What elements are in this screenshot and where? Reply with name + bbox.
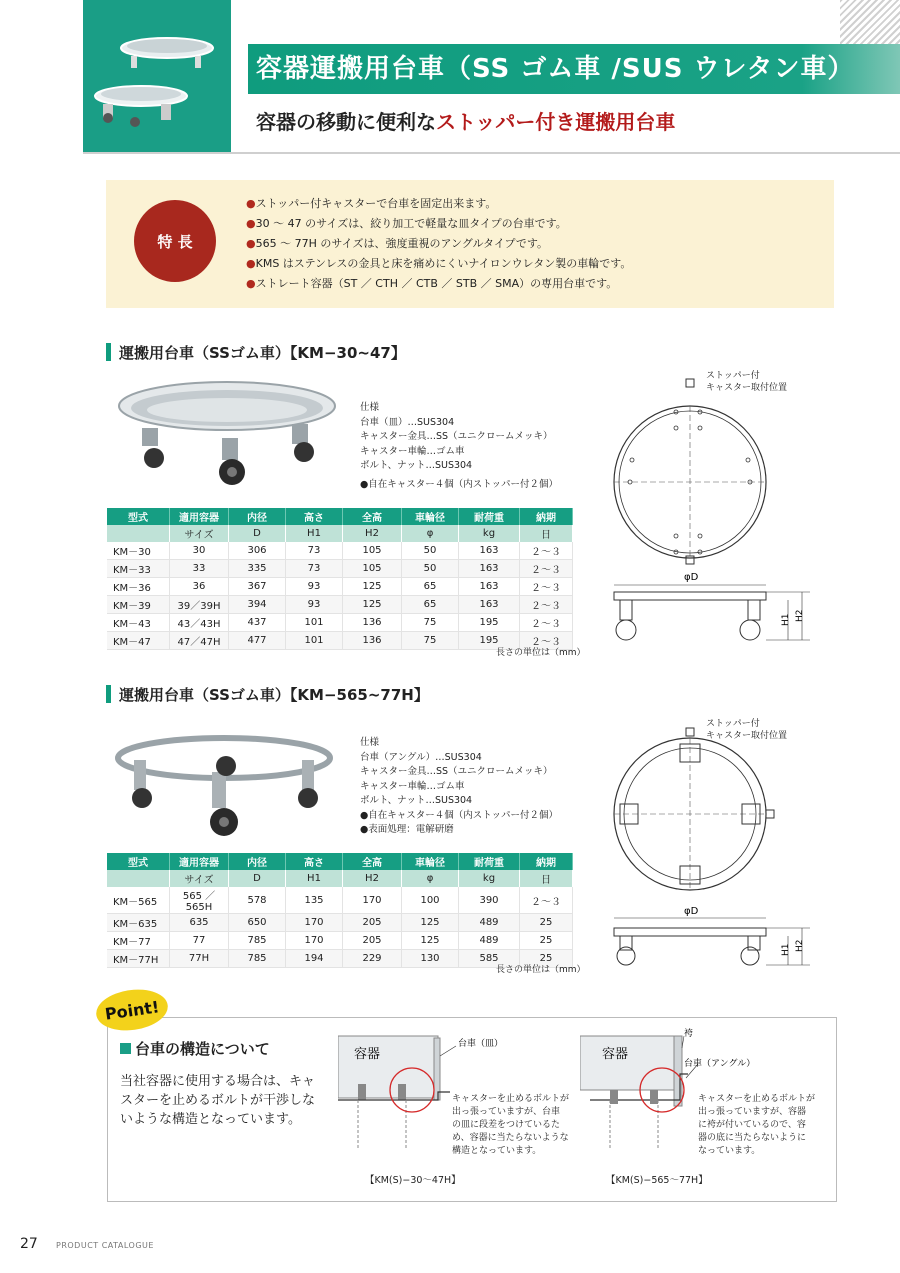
table-cell: 75 [402,614,459,632]
table-cell: 306 [229,542,286,560]
table-cell: 43／43H [170,614,229,632]
table-cell: 125 [343,578,402,596]
table-cell: ２～３ [520,578,573,596]
spec-line: ●自在キャスター４個（内ストッパー付２個） [360,478,559,490]
table-cell: ２～３ [520,887,573,914]
table-cell: 50 [402,560,459,578]
table-cell: 47／47H [170,632,229,650]
table-cell: KM－39 [107,596,170,614]
table-cell: 65 [402,596,459,614]
table-cell: 437 [229,614,286,632]
table-cell: 25 [520,914,573,932]
table-cell: 130 [402,950,459,968]
section2-unit-note: 長さの単位は（mm） [496,965,586,975]
section1-heading: 運搬用台車（SSゴム車）【KM−30~47】 [106,342,406,363]
table-cell: 93 [286,596,343,614]
table-cell: 65 [402,578,459,596]
header-product-image [83,0,231,152]
spec-line: ボルト、ナット…SUS304 [360,460,473,471]
table-cell: KM－565 [107,887,170,914]
table-cell: ２～３ [520,596,573,614]
table-cell: 477 [229,632,286,650]
table-cell: 33 [170,560,229,578]
table-cell: 195 [459,614,520,632]
table-cell: KM－30 [107,542,170,560]
table-cell: 785 [229,932,286,950]
table-cell: 73 [286,560,343,578]
table-cell: 101 [286,632,343,650]
table-cell: 585 [459,950,520,968]
spec-line: ●表面処理：電解研磨 [360,824,454,835]
section1-diagram-label: ストッパー付 キャスター取付位置 [706,371,788,393]
table-cell: 489 [459,932,520,950]
point-badge: Point! [94,985,171,1035]
table-cell: 163 [459,560,520,578]
table-cell: 205 [343,914,402,932]
page-subtitle: 容器の移動に便利なストッパー付き運搬用台車 [256,110,676,134]
point-body: 当社容器に使用する場合は、キャスターを止めるボルトが干渉しないような構造となっています。 [120,1074,316,1127]
table-cell: 565 ／ 565H [170,887,229,914]
feature-item: ●KMS はステンレスの金具と床を痛めにくいナイロンウレタン製の車輪です。 [246,257,632,270]
table-cell: 650 [229,914,286,932]
spec-line: キャスター車輪…ゴム車 [360,780,465,792]
table-row [107,542,573,560]
table-cell: 77H [170,950,229,968]
point-right-caption: 【KM(S)−565〜77H】 [606,1175,708,1186]
table-cell: 77 [170,932,229,950]
table-cell: 73 [286,542,343,560]
table-row [107,914,573,932]
table-row [107,578,573,596]
table-cell: 785 [229,950,286,968]
table-cell: 367 [229,578,286,596]
table-cell: 578 [229,887,286,914]
table-cell: 30 [170,542,229,560]
table-cell: KM－33 [107,560,170,578]
diagram-h1-label: H1 [781,943,791,956]
table-cell: 390 [459,887,520,914]
diagram-h1-label: H1 [781,613,791,626]
table-cell: 125 [402,932,459,950]
table-cell: 101 [286,614,343,632]
table-cell: 75 [402,632,459,650]
section2-diagram [600,724,840,974]
feature-item: ●30 ～ 47 のサイズは、絞り加工で軽量な皿タイプの台車です。 [246,217,567,230]
spec-line: ●自在キャスター４個（内ストッパー付２個） [360,809,559,821]
table-cell: 170 [286,932,343,950]
table-row [107,596,573,614]
table-cell: KM－43 [107,614,170,632]
table-cell: 136 [343,614,402,632]
table-cell: 135 [286,887,343,914]
table-cell: 394 [229,596,286,614]
point-left-caption: 【KM(S)−30〜47H】 [365,1175,461,1186]
angle-label: 台車（アングル） [684,1059,756,1069]
table-cell: KM－77H [107,950,170,968]
page-title: 容器運搬用台車（SS ゴム車 /SUS ウレタン車） [256,54,855,84]
catalogue-label: PRODUCT CATALOGUE [56,1241,154,1250]
section2-heading: 運搬用台車（SSゴム車）【KM−565~77H】 [106,684,429,705]
table-cell: 163 [459,542,520,560]
table-cell: 125 [343,596,402,614]
table-row [107,560,573,578]
table-cell: ２～３ [520,614,573,632]
container-label: 容器 [602,1047,629,1062]
table-cell: 170 [286,914,343,932]
section2-product-photo [112,730,342,850]
table-header-row: 型式 適用容器 内径 高さ 全高 車輪径 耐荷重 納期 [107,853,573,870]
table-cell: 229 [343,950,402,968]
section1-product-photo [112,376,342,496]
table-cell: 105 [343,542,402,560]
table-cell: KM－635 [107,914,170,932]
table-cell: 50 [402,542,459,560]
spec-line: 台車（アングル）…SUS304 [360,751,482,763]
skirt-label: 袴 [684,1029,694,1039]
header-divider [83,152,900,154]
spec-line: キャスター車輪…ゴム車 [360,445,465,457]
feature-item: ●565 ～ 77H のサイズは、強度重視のアングルタイプです。 [246,237,548,250]
table-cell: 125 [402,914,459,932]
table-cell: 163 [459,578,520,596]
table-cell: 93 [286,578,343,596]
section1-diagram [600,368,840,668]
section1-spec [360,401,558,492]
table-cell: 195 [459,632,520,650]
section1-table [107,508,573,650]
diagram-h2-label: H2 [795,939,805,952]
table-cell: KM－47 [107,632,170,650]
table-cell: 105 [343,560,402,578]
section1-unit-note: 長さの単位は（mm） [496,648,586,658]
table-cell: 36 [170,578,229,596]
feature-item: ●ストッパー付キャスターで台車を固定出来ます。 [246,197,497,210]
table-row [107,932,573,950]
spec-line: キャスター金具…SS（ユニクロームメッキ） [360,766,553,777]
table-cell: 335 [229,560,286,578]
diagram-h2-label: H2 [795,609,805,622]
table-cell: 489 [459,914,520,932]
table-cell: ２～３ [520,542,573,560]
table-subheader-row: サイズ D H1 H2 φ kg 日 [107,870,573,887]
point-left-note: キャスターを止めるボルトが 出っ張っていますが、台車 の皿に段差をつけているた め、容器に当たらないような 構造となっています。 [452,1094,570,1156]
spec-title: 仕様 [360,402,380,413]
table-cell: 100 [402,887,459,914]
table-cell: ２～３ [520,632,573,650]
spec-line: キャスター金具…SS（ユニクロームメッキ） [360,431,553,442]
table-header-row: 型式 適用容器 内径 高さ 全高 車輪径 耐荷重 納期 [107,508,573,525]
table-cell: KM－36 [107,578,170,596]
tray-label: 台車（皿） [458,1039,504,1049]
section2-diagram-label: ストッパー付 キャスター取付位置 [706,719,788,741]
table-cell: KM－77 [107,932,170,950]
section2-spec [360,736,558,838]
table-cell: ２～３ [520,560,573,578]
spec-title: 仕様 [360,737,380,748]
section2-table [107,853,573,968]
features-list [246,194,631,294]
spec-line: 台車（皿）…SUS304 [360,416,455,428]
feature-item: ●ストレート容器（ST ／ CTH ／ CTB ／ STB ／ SMA）の専用台車です。 [246,277,618,290]
table-cell: 25 [520,932,573,950]
diagram-phi-label: φD [684,572,699,583]
container-label: 容器 [354,1047,381,1062]
table-cell: 635 [170,914,229,932]
table-cell: 205 [343,932,402,950]
table-cell: 163 [459,596,520,614]
features-badge: 特 長 [134,200,216,282]
table-cell: 39／39H [170,596,229,614]
table-row [107,614,573,632]
diagram-phi-label: φD [684,906,699,917]
table-cell: 25 [520,950,573,968]
page-number: 27 [20,1236,38,1252]
point-right-note: キャスターを止めるボルトが 出っ張っていますが、容器 に袴が付いているので、容 器の底に当たらないように なっています。 [698,1094,816,1156]
header-hatch-decoration [840,0,900,44]
table-row [107,887,573,914]
table-cell: 194 [286,950,343,968]
table-cell: 170 [343,887,402,914]
point-title: 台車の構造について [120,1038,270,1059]
spec-line: ボルト、ナット…SUS304 [360,795,473,806]
table-cell: 136 [343,632,402,650]
table-subheader-row: サイズ D H1 H2 φ kg 日 [107,525,573,542]
